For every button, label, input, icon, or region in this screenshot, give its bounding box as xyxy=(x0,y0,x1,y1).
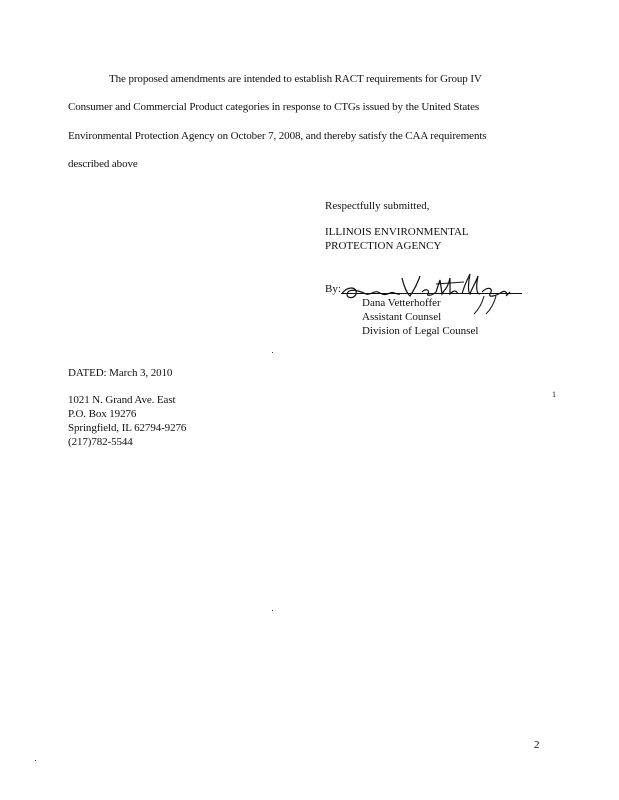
agency-name-line-2: PROTECTION AGENCY xyxy=(325,240,442,252)
body-line-4: described above xyxy=(68,158,138,170)
signer-division: Division of Legal Counsel xyxy=(362,325,479,337)
body-line-1: The proposed amendments are intended to establish RACT requirements for Group IV xyxy=(109,73,482,85)
scan-speck xyxy=(35,760,36,761)
address-city: Springfield, IL 62794-9276 xyxy=(68,422,187,434)
body-line-2: Consumer and Commercial Product categories in response to CTGs issued by the United States xyxy=(68,101,480,113)
dated-line: DATED: March 3, 2010 xyxy=(68,367,173,379)
address-po-box: P.O. Box 19276 xyxy=(68,408,137,420)
page-number: 2 xyxy=(534,739,540,751)
stray-mark: 1 xyxy=(552,390,556,399)
signer-name: Dana Vetterhoffer xyxy=(362,297,441,309)
address-phone: (217)782-5544 xyxy=(68,436,133,448)
address-street: 1021 N. Grand Ave. East xyxy=(68,394,176,406)
body-line-3: Environmental Protection Agency on October 7, 2008, and thereby satisfy the CAA requirements xyxy=(68,130,487,142)
scan-speck xyxy=(272,352,273,353)
signer-title: Assistant Counsel xyxy=(362,311,442,323)
by-label: By: xyxy=(325,283,341,295)
scan-speck xyxy=(272,610,273,611)
closing-text: Respectfully submitted, xyxy=(325,200,430,212)
agency-name-line-1: ILLINOIS ENVIRONMENTAL xyxy=(325,226,469,238)
